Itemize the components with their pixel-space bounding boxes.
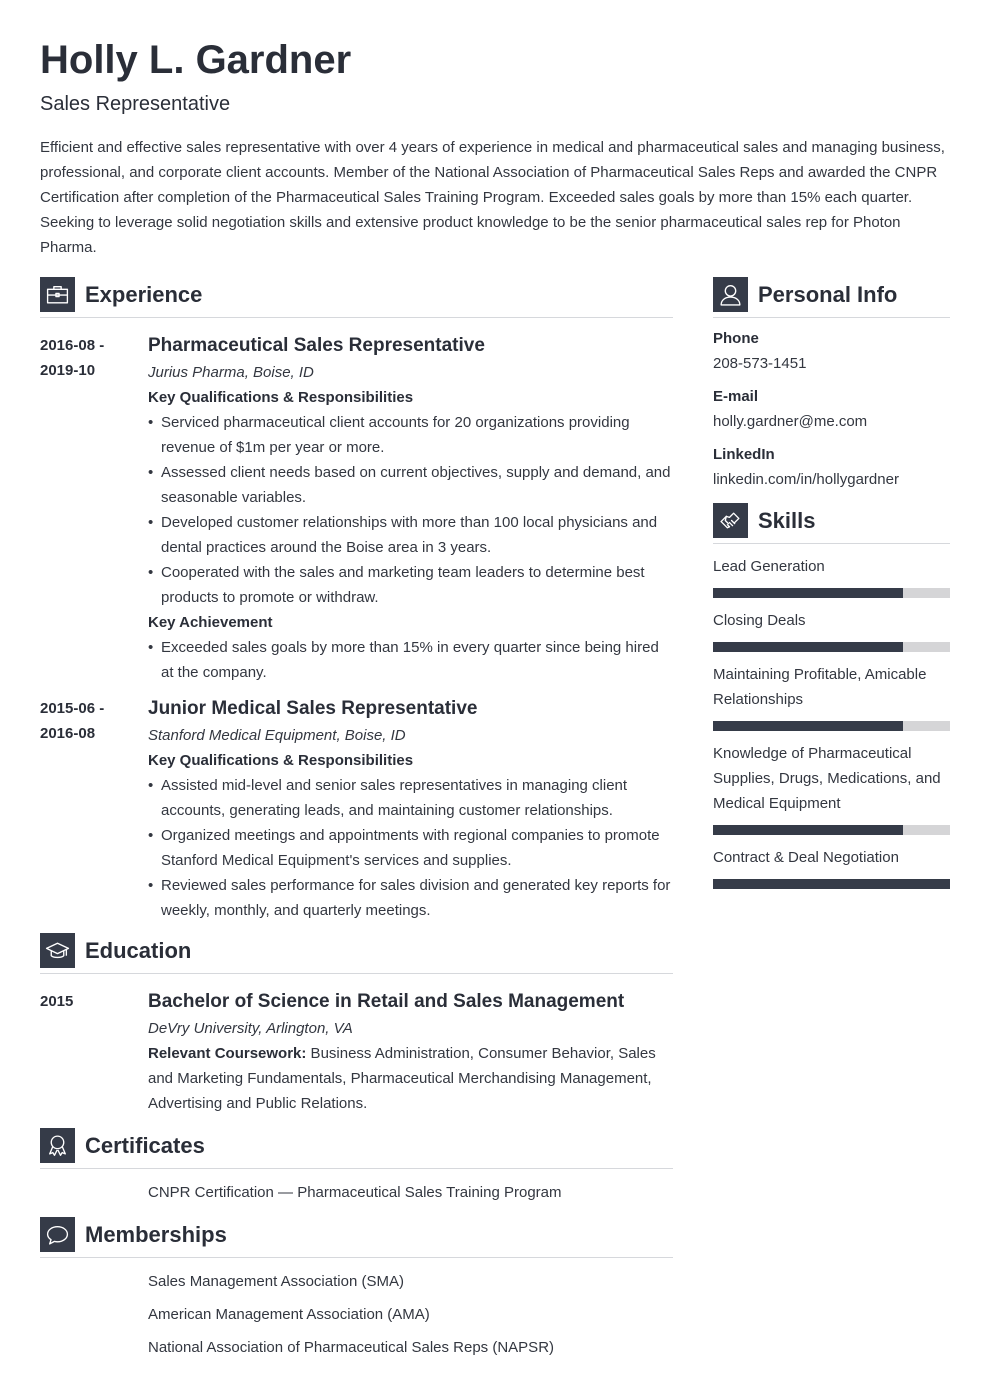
phone-label: Phone xyxy=(713,330,759,347)
job-entry xyxy=(40,332,673,685)
skill-item xyxy=(713,662,950,731)
list-item: • Serviced pharmaceutical client accounts for 20 organizations providing revenue of $1m per year or more. xyxy=(148,410,673,460)
skill-bar xyxy=(713,825,950,835)
job-date xyxy=(40,332,148,685)
job-title: Junior Medical Sales Representative xyxy=(148,698,478,719)
linkedin-value: linkedin.com/in/hollygardner xyxy=(713,471,899,488)
certificates-heading: Certificates xyxy=(85,1132,205,1158)
skill-item xyxy=(713,608,950,652)
skills-list xyxy=(713,554,950,889)
job-resp-list xyxy=(148,773,673,923)
education-entry xyxy=(40,988,673,1116)
job-date-start: 2016-08 - xyxy=(40,337,105,354)
membership-item: National Association of Pharmaceutical Sales Reps (NAPSR) xyxy=(148,1339,555,1356)
job-date xyxy=(40,695,148,923)
coursework xyxy=(148,1041,673,1116)
job-achievement-list xyxy=(148,635,673,685)
email-label: E-mail xyxy=(713,388,759,405)
experience-heading: Experience xyxy=(85,281,203,307)
graduation-cap-icon xyxy=(40,933,75,968)
degree-title: Bachelor of Science in Retail and Sales Management xyxy=(148,991,625,1012)
speech-bubble-icon xyxy=(40,1217,75,1252)
phone-value: 208-573-1451 xyxy=(713,355,807,372)
skill-name: Closing Deals xyxy=(713,612,806,629)
skill-item xyxy=(713,554,950,598)
list-item: • Assisted mid-level and senior sales representatives in managing client accounts, generating leads, and maintaining customer relationships. xyxy=(148,773,673,823)
job-resp-heading: Key Qualifications & Responsibilities xyxy=(148,752,414,769)
award-ribbon-icon xyxy=(40,1128,75,1163)
list-item: • Cooperated with the sales and marketing team leaders to determine best products to promote or withdraw. xyxy=(148,560,673,610)
school-name: DeVry University, Arlington, VA xyxy=(148,1020,353,1037)
skill-item xyxy=(713,741,950,835)
list-item: • Reviewed sales performance for sales division and generated key reports for weekly, monthly, and quarterly meetings. xyxy=(148,873,673,923)
main-column xyxy=(40,277,673,1360)
job-date-end: 2019-10 xyxy=(40,362,96,379)
membership-item: American Management Association (AMA) xyxy=(148,1306,430,1323)
skill-bar-fill xyxy=(713,642,903,652)
skill-bar xyxy=(713,721,950,731)
skill-name: Lead Generation xyxy=(713,558,825,575)
job-achievement-heading: Key Achievement xyxy=(148,614,273,631)
memberships-heading: Memberships xyxy=(85,1221,227,1247)
skill-item xyxy=(713,845,950,889)
candidate-title: Sales Representative xyxy=(40,93,231,115)
skills-section-header xyxy=(713,503,950,544)
sidebar-column xyxy=(713,277,950,889)
resume-header xyxy=(40,34,952,260)
person-icon xyxy=(713,277,748,312)
personal-info-heading: Personal Info xyxy=(758,281,898,307)
certificate-item: CNPR Certification — Pharmaceutical Sales Training Program xyxy=(148,1184,562,1201)
skill-name: Knowledge of Pharmaceutical Supplies, Drugs, Medications, and Medical Equipment xyxy=(713,745,941,812)
skill-bar-fill xyxy=(713,588,903,598)
coursework-label: Relevant Coursework: xyxy=(148,1045,307,1062)
job-date-end: 2016-08 xyxy=(40,725,96,742)
coursework-text: Business Administration, Consumer Behavior, Sales and Marketing Fundamentals, Pharmaceutical Merchandising Management, Advertising and Public Relations. xyxy=(148,1045,656,1112)
education-heading: Education xyxy=(85,937,192,963)
job-resp-list xyxy=(148,410,673,610)
email-value: holly.gardner@me.com xyxy=(713,413,868,430)
skill-bar xyxy=(713,642,950,652)
list-item: • Developed customer relationships with more than 100 local physicians and dental practices around the Boise area in 3 years. xyxy=(148,510,673,560)
skills-heading: Skills xyxy=(758,507,816,533)
education-section-header xyxy=(40,933,673,974)
linkedin-label: LinkedIn xyxy=(713,446,775,463)
experience-section-header xyxy=(40,277,673,318)
memberships-section-header xyxy=(40,1217,673,1258)
candidate-name: Holly L. Gardner xyxy=(40,38,352,82)
membership-item: Sales Management Association (SMA) xyxy=(148,1273,404,1290)
education-date: 2015 xyxy=(40,993,74,1010)
job-date-start: 2015-06 - xyxy=(40,700,105,717)
skill-bar-fill xyxy=(713,721,903,731)
skill-bar-fill xyxy=(713,825,903,835)
list-item: • Organized meetings and appointments with regional companies to promote Stanford Medical Equipment's services and supplies. xyxy=(148,823,673,873)
skill-name: Contract & Deal Negotiation xyxy=(713,849,899,866)
skill-bar-fill xyxy=(713,879,950,889)
job-title: Pharmaceutical Sales Representative xyxy=(148,335,485,356)
job-entry xyxy=(40,695,673,923)
list-item: • Exceeded sales goals by more than 15% in every quarter since being hired at the company. xyxy=(148,635,673,685)
skill-bar xyxy=(713,879,950,889)
certificates-section-header xyxy=(40,1128,673,1169)
skill-name: Maintaining Profitable, Amicable Relationships xyxy=(713,666,927,708)
list-item: • Assessed client needs based on current objectives, supply and demand, and seasonable variables. xyxy=(148,460,673,510)
personal-info-section-header xyxy=(713,277,950,318)
job-resp-heading: Key Qualifications & Responsibilities xyxy=(148,389,414,406)
summary-paragraph: Efficient and effective sales representative with over 4 years of experience in medical and pharmaceutical sales and managing business, professional, and corporate client accounts. Member of the National Association of Pharmaceutical Sales Reps and awarded the CNPR Certification after completion of the Pharmaceutical Sales Training Program. Exceeded sales goals by more than 15% each quarter. Seeking to leverage solid negotiation skills and extensive product knowledge to be the senior pharmaceutical sales rep for Photon Pharma. xyxy=(40,139,945,256)
job-company: Stanford Medical Equipment, Boise, ID xyxy=(148,727,406,744)
briefcase-icon xyxy=(40,277,75,312)
job-company: Jurius Pharma, Boise, ID xyxy=(148,364,314,381)
handshake-icon xyxy=(713,503,748,538)
skill-bar xyxy=(713,588,950,598)
